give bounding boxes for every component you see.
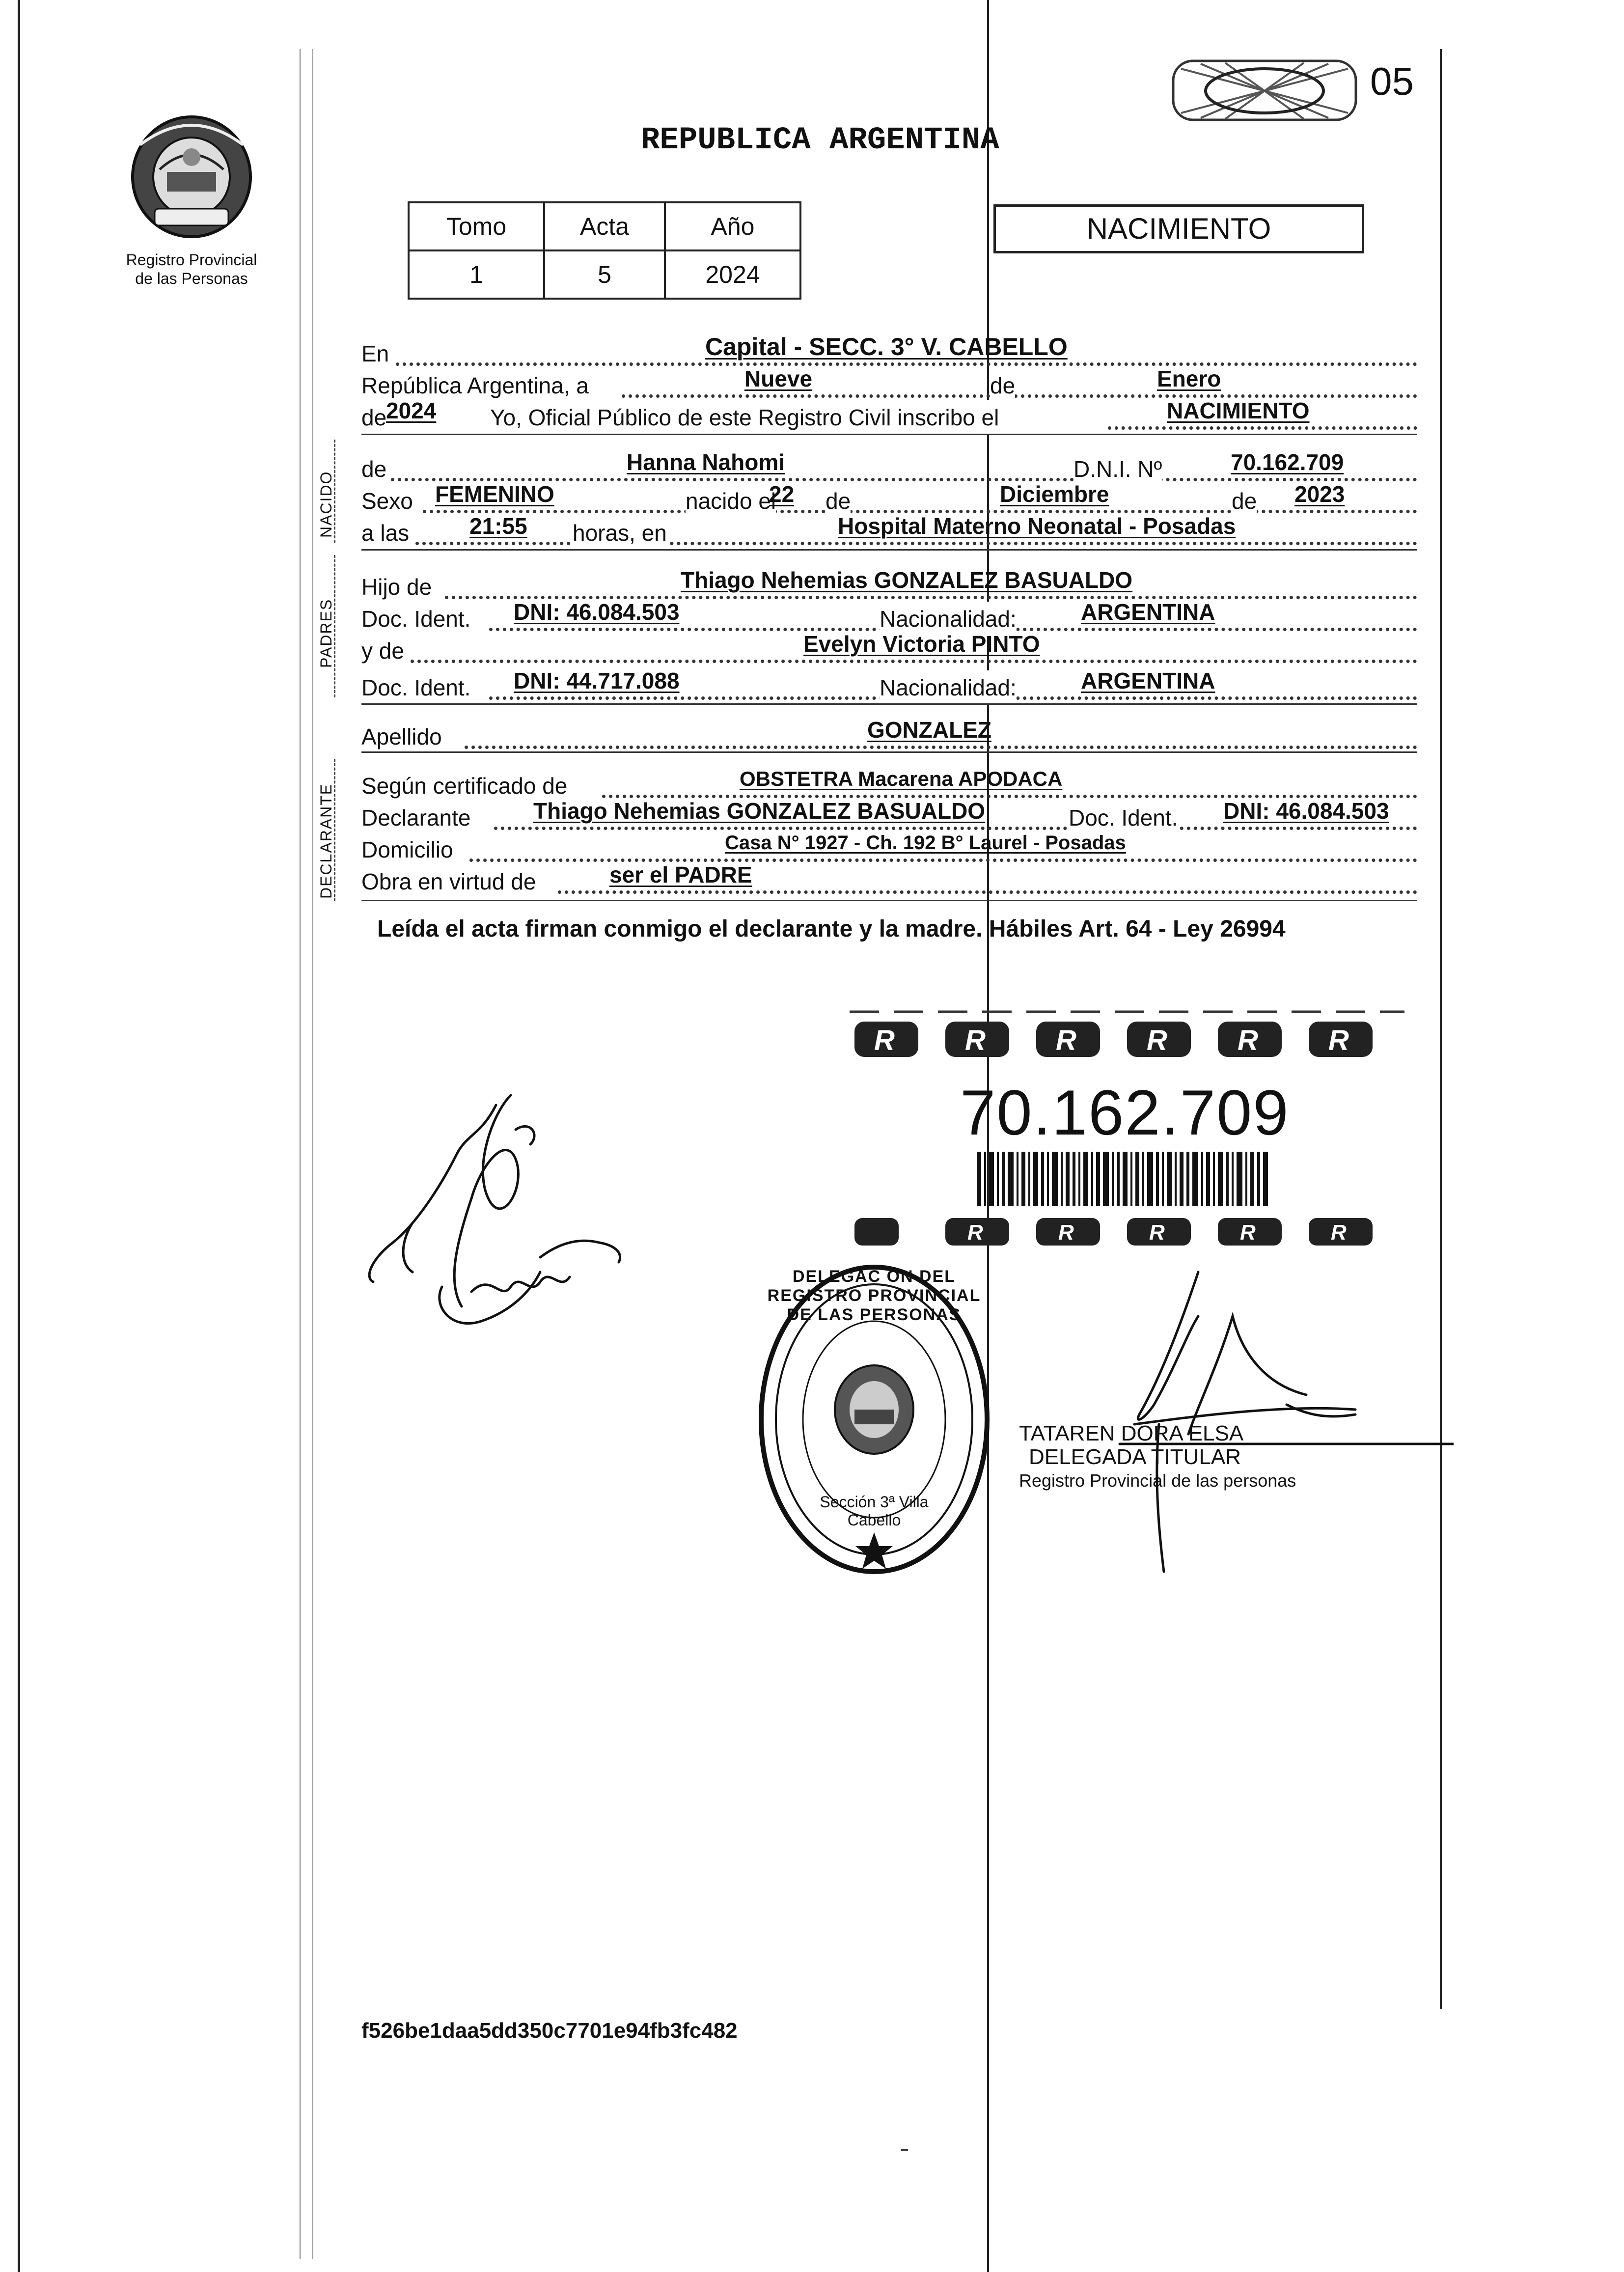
page-number: 05 [1370, 59, 1414, 103]
decl-doc: DNI: 46.084.503 [1223, 798, 1389, 824]
row-hora [361, 513, 1417, 550]
de-label-2: de [361, 405, 387, 430]
birth-month: Diciembre [1000, 481, 1109, 507]
act-type-label: NACIMIENTO [1086, 212, 1271, 245]
birth-day: 22 [769, 481, 795, 507]
anio-value: 2024 [665, 250, 800, 299]
section-separator [361, 703, 1417, 705]
closing-text: Leída el acta firman conmigo el declarante y la madre. Hábiles Art. 64 - Ley 26994 [377, 916, 1286, 942]
official-text: Yo, Oficial Público de este Registro Civil inscribo el [490, 400, 999, 435]
volume-table [408, 201, 801, 300]
seal-inner-text: Sección 3ª Villa Cabello [820, 1493, 929, 1529]
row-domicilio [361, 832, 1417, 867]
de-label-c: de [1232, 484, 1257, 518]
row-mother-doc [361, 670, 1417, 705]
barcode [977, 1152, 1272, 1206]
svg-text:R: R [1058, 1220, 1074, 1245]
svg-text:R: R [1331, 1220, 1347, 1245]
left-margin-line-2 [312, 49, 313, 2259]
svg-text:R: R [1238, 1025, 1258, 1056]
official-name-block [1019, 1422, 1412, 1493]
obra-value: ser el PADRE [609, 862, 752, 887]
sexo-label: Sexo [361, 488, 413, 514]
cert-label: Según certificado de [361, 773, 568, 799]
official-org: Registro Provincial de las personas [1019, 1470, 1296, 1491]
svg-text:R: R [967, 1220, 983, 1245]
en-label: En [361, 341, 389, 366]
child-name: Hanna Nahomi [627, 449, 785, 475]
left-margin-line [300, 49, 301, 2259]
cert-value: OBSTETRA Macarena APODACA [740, 767, 1063, 790]
act-value: NACIMIENTO [1167, 398, 1310, 423]
row-obra [361, 864, 1417, 899]
republic-label: República Argentina, a [361, 373, 589, 398]
day-value: Nueve [744, 366, 813, 391]
registry-name [88, 250, 295, 288]
decl-name: Thiago Nehemias GONZALEZ BASUALDO [533, 798, 986, 824]
registry-line-1: Registro Provincial [126, 251, 257, 269]
row-apellido [361, 717, 1417, 754]
row-y-de [361, 631, 1417, 668]
section-separator [361, 900, 1417, 901]
year-value: 2024 [386, 398, 437, 423]
act-type-box [993, 204, 1364, 253]
dni-label: D.N.I. Nº [1073, 452, 1162, 486]
father-nat: ARGENTINA [1081, 599, 1215, 625]
child-dni: 70.162.709 [1231, 449, 1344, 475]
nacido-el-label: nacido el [686, 484, 776, 518]
padres-side-label: PADRES [317, 598, 335, 668]
sexo-value: FEMENINO [435, 481, 554, 507]
acta-header: Acta [544, 202, 665, 250]
section-separator [361, 751, 1417, 753]
svg-text:R: R [1147, 1025, 1167, 1056]
obra-label: Obra en virtud de [361, 869, 536, 894]
hijo-label: Hijo de [361, 574, 432, 600]
de-label-b: de [826, 484, 851, 518]
official-role: DELEGADA TITULAR [1029, 1445, 1241, 1469]
section-separator [361, 549, 1417, 551]
father-doc-label: Doc. Ident. [361, 606, 471, 632]
a-las-label: a las [361, 520, 410, 546]
declarante-side-label: DECLARANTE [317, 783, 335, 899]
svg-text:R: R [1328, 1025, 1349, 1056]
nacido-side-label: NACIDO [317, 471, 335, 538]
svg-text:R: R [1240, 1220, 1256, 1245]
apellido-label: Apellido [361, 724, 442, 749]
mother-name: Evelyn Victoria PINTO [803, 631, 1040, 657]
row-en [361, 333, 1417, 371]
right-border-line [1440, 49, 1442, 2009]
father-nat-label: Nacionalidad: [880, 602, 1017, 636]
document-hash: f526be1daa5dd350c7701e94fb3fc482 [361, 2019, 738, 2043]
domicilio-value: Casa N° 1927 - Ch. 192 B° Laurel - Posadas [725, 832, 1126, 854]
official-signature [1012, 1257, 1454, 1577]
section-separator [361, 434, 1417, 435]
decl-doc-label: Doc. Ident. [1069, 801, 1178, 835]
mother-nat: ARGENTINA [1081, 668, 1215, 693]
row-de-year [361, 400, 1417, 435]
province-logo [125, 111, 258, 243]
left-border-line [18, 0, 20, 2272]
horas-label: horas, en [573, 516, 667, 550]
apellido-value: GONZALEZ [867, 717, 991, 743]
svg-text:R: R [1149, 1220, 1165, 1245]
security-r-strip-top [845, 1007, 1409, 1066]
father-doc: DNI: 46.084.503 [514, 599, 680, 625]
birth-year: 2023 [1294, 481, 1345, 507]
tomo-header: Tomo [409, 202, 544, 250]
registry-line-2: de las Personas [135, 270, 248, 287]
security-stamp [1171, 54, 1358, 128]
mother-doc-label: Doc. Ident. [361, 675, 471, 700]
mother-nat-label: Nacionalidad: [880, 670, 1017, 705]
svg-text:R: R [965, 1025, 986, 1056]
mother-doc: DNI: 44.717.088 [514, 668, 680, 693]
official-name: TATAREN DORA ELSA [1019, 1421, 1244, 1445]
security-r-strip-bottom [845, 1213, 1409, 1252]
birth-place: Hospital Materno Neonatal - Posadas [838, 513, 1236, 539]
seal-ring-text: DELEGAC ON DEL REGISTRO PROVINCIAL DE LAS PERSONAS [767, 1267, 981, 1324]
month-value: Enero [1157, 366, 1221, 391]
country-title: REPUBLICA ARGENTINA [641, 123, 999, 158]
father-name: Thiago Nehemias GONZALEZ BASUALDO [681, 567, 1133, 593]
svg-text:R: R [874, 1025, 895, 1056]
tomo-value: 1 [409, 250, 544, 299]
birth-time: 21:55 [469, 513, 527, 539]
declarant-signature [344, 1076, 663, 1351]
y-de-label: y de [361, 638, 404, 664]
svg-text:R: R [1056, 1025, 1076, 1056]
decl-label: Declarante [361, 805, 471, 831]
acta-value: 5 [544, 250, 665, 299]
barcode-number: 70.162.709 [960, 1077, 1290, 1148]
small-mark [901, 2149, 908, 2151]
nacido-de-label: de [361, 456, 387, 482]
anio-header: Año [665, 202, 800, 250]
de-label: de [990, 368, 1015, 403]
dom-label: Domicilio [361, 837, 453, 862]
place-value: Capital - SECC. 3° V. CABELLO [705, 333, 1068, 360]
